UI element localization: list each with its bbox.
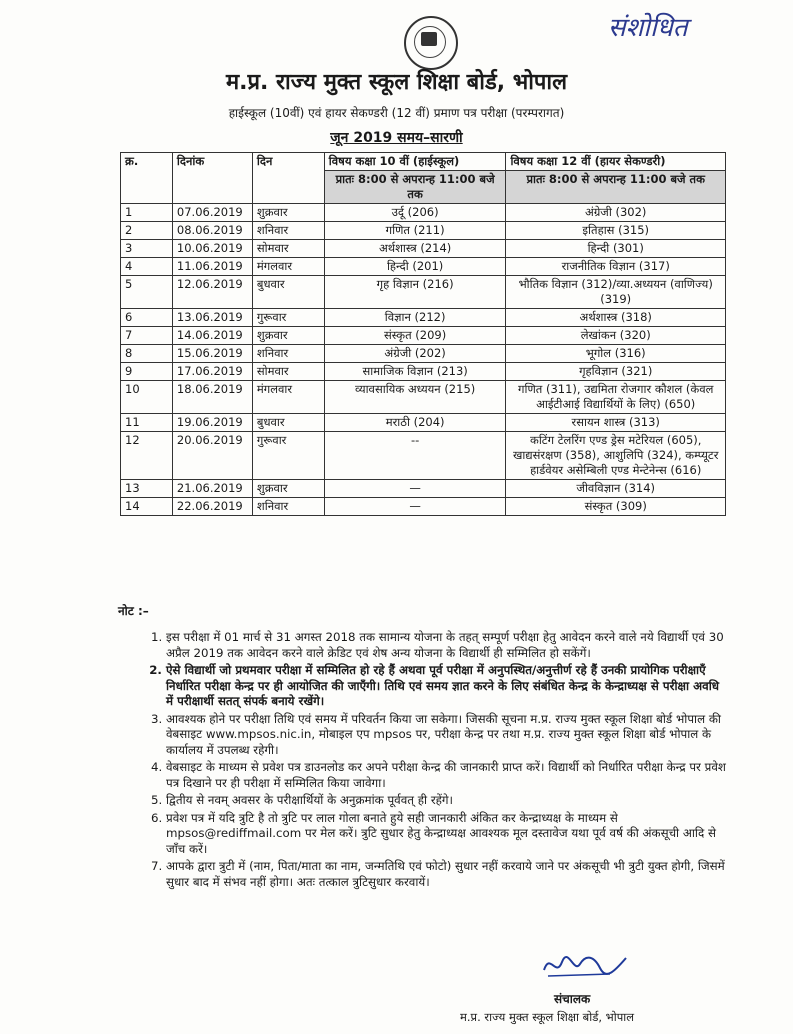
note-item: 3. आवश्यक होने पर परीक्षा तिथि एवं समय में परिवर्तन किया जा सकेगा। जिसकी सूचना म.प्र. राज्य मुक्त स्कूल शिक्षा बोर्ड भोपाल की वेबसाइट www.mpsos.nic.in, मोबाइल एप mpsos पर, परीक्षा केन्द्र पर तथा म.प्र. राज्य मुक्त स्कूल शिक्षा बोर्ड भोपाल के कार्यालय में उपलब्ध रहेगी।: [166, 712, 726, 759]
table-row: [121, 498, 726, 516]
cell-class10: विज्ञान (212): [324, 309, 506, 327]
table-row: [121, 204, 726, 222]
cell-sno: 7: [121, 327, 173, 345]
cell-sno: 10: [121, 381, 173, 414]
notes-label: नोट :–: [118, 604, 149, 618]
table-row: [121, 222, 726, 240]
cell-day: सोमवार: [252, 240, 324, 258]
cell-day: मंगलवार: [252, 381, 324, 414]
cell-day: गुरूवार: [252, 432, 324, 480]
table-row: [121, 327, 726, 345]
header-class10: विषय कक्षा 10 वीं (हाईस्कूल): [324, 153, 506, 171]
cell-date: 14.06.2019: [172, 327, 252, 345]
cell-class12: भूगोल (316): [506, 345, 726, 363]
cell-date: 18.06.2019: [172, 381, 252, 414]
note-item: 2. ऐसे विद्यार्थी जो प्रथमवार परीक्षा में सम्मिलित हो रहे हैं अथवा पूर्व परीक्षा में अनुपस्थित/अनुत्तीर्ण रहे हैं उनकी प्रायोगिक परीक्षाएँ निर्धारित परीक्षा केन्द्र पर ही आयोजित की जाएँगी। तिथि एवं समय ज्ञात करने के लिए संबंधित केन्द्र के केन्द्राध्यक्ष से परीक्षा अवधि में परीक्षार्थी सतत् संपर्क बनाये रखेंगे।: [166, 663, 726, 710]
cell-date: 21.06.2019: [172, 480, 252, 498]
cell-day: गुरूवार: [252, 309, 324, 327]
signature-image: [540, 948, 630, 982]
table-row: [121, 258, 726, 276]
table-row: [121, 276, 726, 309]
cell-class12: हिन्दी (301): [506, 240, 726, 258]
schedule-title: जून 2019 समय–सारणी: [330, 130, 463, 146]
cell-class12: जीवविज्ञान (314): [506, 480, 726, 498]
note-item: 4. वेबसाइट के माध्यम से प्रवेश पत्र डाउनलोड कर अपने परीक्षा केन्द्र की जानकारी प्राप्त करें। विद्यार्थी को निर्धारित परीक्षा केन्द्र पर प्रवेश पत्र दिखाने पर ही परीक्षा में सम्मिलित किया जावेगा।: [166, 760, 726, 791]
cell-sno: 14: [121, 498, 173, 516]
table-row: [121, 480, 726, 498]
cell-day: शुक्रवार: [252, 480, 324, 498]
exam-subtitle: हाईस्कूल (10वीं) एवं हायर सेकण्डरी (12 वीं) प्रमाण पत्र परीक्षा (परम्परागत): [228, 106, 565, 120]
cell-class12: इतिहास (315): [506, 222, 726, 240]
cell-date: 22.06.2019: [172, 498, 252, 516]
cell-class10: उर्दू (206): [324, 204, 506, 222]
revised-stamp: संशोधित: [608, 13, 688, 43]
cell-day: शुक्रवार: [252, 204, 324, 222]
cell-sno: 9: [121, 363, 173, 381]
cell-class12: लेखांकन (320): [506, 327, 726, 345]
cell-date: 20.06.2019: [172, 432, 252, 480]
cell-class12: गणित (311), उद्यमिता रोजगार कौशल (केवल आईटीआई विद्यार्थियों के लिए) (650): [506, 381, 726, 414]
note-item: 5. द्वितीय से नवम् अवसर के परीक्षार्थियों के अनुक्रमांक पूर्ववत् ही रहेंगे।: [166, 793, 726, 809]
note-item: 1. इस परीक्षा में 01 मार्च से 31 अगस्त 2018 तक सामान्य योजना के तहत् सम्पूर्ण परीक्षा हेतु आवेदन करने वाले नये विद्यार्थी एवं 30 अप्रैल 2019 तक आवेदन करने वाले क्रेडिट एवं शेष अन्य योजना के विद्यार्थी ही सम्मिलित हो सकेंगें।: [166, 630, 726, 661]
cell-day: शनिवार: [252, 498, 324, 516]
table-row: [121, 240, 726, 258]
header-sno: क्र.: [121, 153, 173, 204]
cell-date: 11.06.2019: [172, 258, 252, 276]
cell-class12: रसायन शास्त्र (313): [506, 414, 726, 432]
cell-class12: गृहविज्ञान (321): [506, 363, 726, 381]
cell-class10: अंग्रेजी (202): [324, 345, 506, 363]
cell-class10: अर्थशास्त्र (214): [324, 240, 506, 258]
header-time12: प्रातः 8:00 से अपरान्ह 11:00 बजे तक: [506, 171, 726, 204]
cell-class12: राजनीतिक विज्ञान (317): [506, 258, 726, 276]
cell-class10: हिन्दी (201): [324, 258, 506, 276]
cell-sno: 3: [121, 240, 173, 258]
cell-sno: 5: [121, 276, 173, 309]
cell-sno: 2: [121, 222, 173, 240]
table-row: [121, 309, 726, 327]
cell-date: 19.06.2019: [172, 414, 252, 432]
cell-day: बुधवार: [252, 414, 324, 432]
cell-day: शनिवार: [252, 345, 324, 363]
cell-class10: गृह विज्ञान (216): [324, 276, 506, 309]
cell-sno: 12: [121, 432, 173, 480]
cell-date: 12.06.2019: [172, 276, 252, 309]
notes-list: [140, 630, 726, 892]
cell-sno: 13: [121, 480, 173, 498]
board-title: म.प्र. राज्य मुक्त स्कूल शिक्षा बोर्ड, भोपाल: [225, 70, 568, 95]
cell-date: 17.06.2019: [172, 363, 252, 381]
cell-date: 08.06.2019: [172, 222, 252, 240]
header-time10: प्रातः 8:00 से अपरान्ह 11:00 बजे तक: [324, 171, 506, 204]
table-row: [121, 363, 726, 381]
board-seal-logo: [404, 16, 458, 70]
cell-sno: 8: [121, 345, 173, 363]
cell-sno: 1: [121, 204, 173, 222]
header-class12: विषय कक्षा 12 वीं (हायर सेकण्डरी): [506, 153, 726, 171]
header-day: दिन: [252, 153, 324, 204]
note-item: 6. प्रवेश पत्र में यदि त्रुटि है तो त्रुटि पर लाल गोला बनाते हुये सही जानकारी अंकित कर केन्द्राध्यक्ष के माध्यम से mpsos@rediffmail.com पर मेल करें। त्रुटि सुधार हेतु केन्द्राध्यक्ष आवश्यक मूल दस्तावेज यथा पूर्व वर्ष की अंकसूची आदि से जाँच करें।: [166, 811, 726, 858]
cell-class10: —: [324, 498, 506, 516]
cell-date: 10.06.2019: [172, 240, 252, 258]
note-item: 7. आपके द्वारा त्रुटी में (नाम, पिता/माता का नाम, जन्मतिथि एवं फोटो) सुधार नहीं करवाये जाने पर अंकसूची भी त्रुटी युक्त होगी, जिसमें सुधार बाद में संभव नहीं होगा। अतः तत्काल त्रुटिसुधार करवायें।: [166, 859, 726, 890]
cell-class10: सामाजिक विज्ञान (213): [324, 363, 506, 381]
cell-class12: अर्थशास्त्र (318): [506, 309, 726, 327]
cell-class10: गणित (211): [324, 222, 506, 240]
table-row: [121, 432, 726, 480]
cell-class12: कटिंग टेलरिंग एण्ड ड्रेस मटेरियल (605), खाद्यसंरक्षण (358), आशुलिपि (324), कम्प्यूटर हार्डवेयर असेम्बिली एण्ड मेन्टेनेन्स (616): [506, 432, 726, 480]
cell-day: बुधवार: [252, 276, 324, 309]
cell-class10: व्यावसायिक अध्ययन (215): [324, 381, 506, 414]
cell-day: शुक्रवार: [252, 327, 324, 345]
cell-sno: 11: [121, 414, 173, 432]
cell-class10: संस्कृत (209): [324, 327, 506, 345]
header-date: दिनांक: [172, 153, 252, 204]
signatory-org: म.प्र. राज्य मुक्त स्कूल शिक्षा बोर्ड, भोपाल: [460, 1010, 635, 1024]
cell-date: 07.06.2019: [172, 204, 252, 222]
cell-sno: 6: [121, 309, 173, 327]
cell-class12: भौतिक विज्ञान (312)/व्या.अध्ययन (वाणिज्य) (319): [506, 276, 726, 309]
cell-date: 13.06.2019: [172, 309, 252, 327]
table-row: [121, 381, 726, 414]
cell-class10: मराठी (204): [324, 414, 506, 432]
table-row: [121, 345, 726, 363]
cell-sno: 4: [121, 258, 173, 276]
cell-day: मंगलवार: [252, 258, 324, 276]
cell-class10: --: [324, 432, 506, 480]
cell-day: शनिवार: [252, 222, 324, 240]
cell-class10: —: [324, 480, 506, 498]
table-row: [121, 414, 726, 432]
signatory-title: संचालक: [554, 992, 591, 1006]
cell-class12: संस्कृत (309): [506, 498, 726, 516]
cell-date: 15.06.2019: [172, 345, 252, 363]
timetable: [120, 152, 726, 516]
cell-class12: अंग्रेजी (302): [506, 204, 726, 222]
cell-day: सोमवार: [252, 363, 324, 381]
